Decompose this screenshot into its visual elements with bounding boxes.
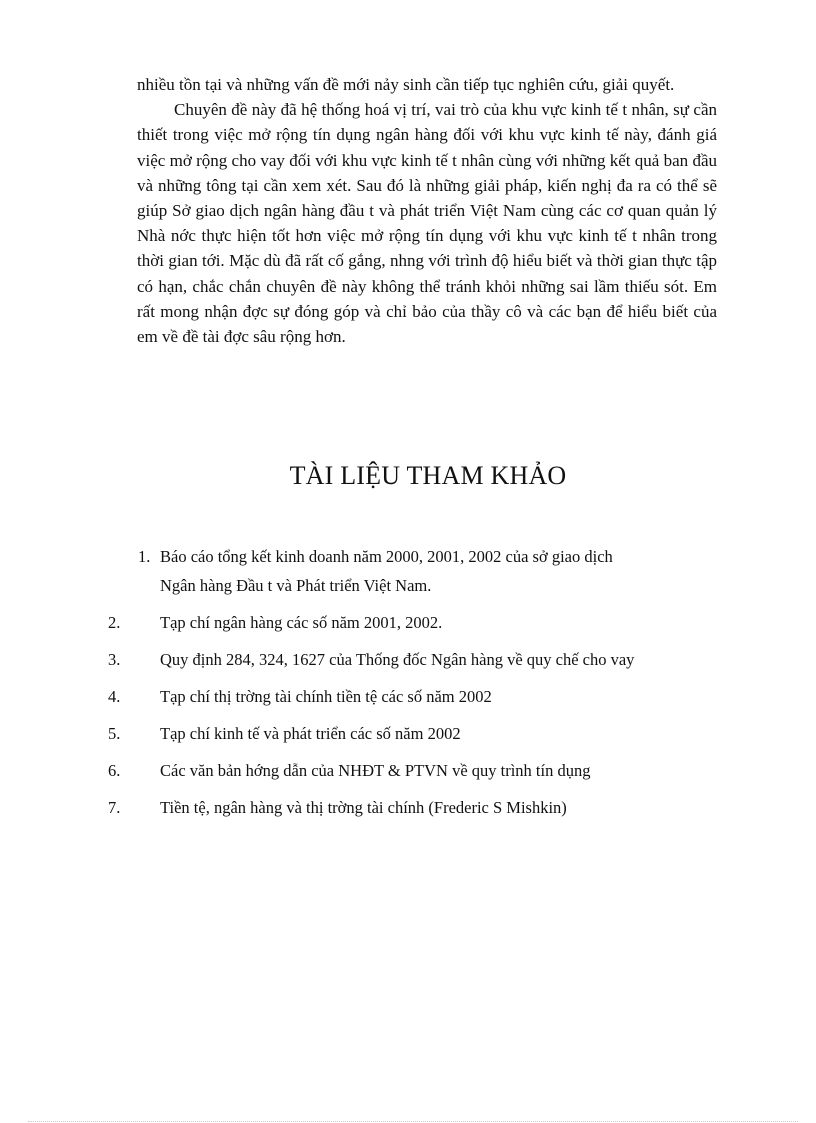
reference-text: Tạp chí kinh tế và phát triển các số năm 2002 <box>160 724 461 743</box>
reference-number: 2. <box>108 613 121 632</box>
references-heading: TÀI LIỆU THAM KHẢO <box>289 461 567 490</box>
intro-section <box>137 72 717 349</box>
page-bottom-divider <box>28 1121 798 1122</box>
reference-text <box>160 542 720 600</box>
reference-number: 4. <box>108 687 121 706</box>
intro-paragraph-1: nhiều tồn tại và những vấn đề mới nảy sinh cần tiếp tục nghiên cứu, giải quyết. <box>137 75 675 94</box>
reference-number: 6. <box>108 761 121 780</box>
reference-number: 3. <box>108 650 121 669</box>
reference-text: Tạp chí ngân hàng các số năm 2001, 2002. <box>160 613 443 632</box>
reference-text: Các văn bản hớng dẫn của NHĐT & PTVN về quy trình tín dụng <box>160 761 591 780</box>
reference-number: 7. <box>108 798 121 817</box>
reference-number: 1. <box>138 547 151 566</box>
reference-text: Tiền tệ, ngân hàng và thị trờng tài chính (Frederic S Mishkin) <box>160 798 567 817</box>
reference-text-line: Báo cáo tổng kết kinh doanh năm 2000, 2001, 2002 của sở giao dịch <box>160 547 613 566</box>
intro-paragraph-2: Chuyên đề này đã hệ thống hoá vị trí, vai trò của khu vực kinh tế t nhân, sự cần thiết trong việc mở rộng tín dụng ngân hàng đối với khu vực kinh tế này, đánh giá việc mở rộng cho vay đối với khu vực kinh tế t nhân cùng với những kết quả ban đầu và những tông tại cần xem xét. Sau đó là những giải pháp, kiến nghị đa ra có thể sẽ giúp Sở giao dịch ngân hàng đầu t và phát triển Việt Nam cùng các cơ quan quản lý Nhà nớc thực hiện tốt hơn việc mở rộng tín dụng với khu vực kinh tế t nhân trong thời gian tới. Mặc dù đã rất cố gắng, nhng với trình độ hiểu biết và thời gian thực tập có hạn, chắc chắn chuyên đề này không thể tránh khỏi những sai lầm thiếu sót. Em rất mong nhận đợc sự đóng góp và chỉ bảo của thầy cô và các bạn để hiểu biết của em về đề tài đợc sâu rộng hơn. <box>137 100 717 347</box>
reference-number: 5. <box>108 724 121 743</box>
reference-text-line: Ngân hàng Đầu t và Phát triển Việt Nam. <box>160 576 432 595</box>
reference-text: Quy định 284, 324, 1627 của Thống đốc Ngân hàng về quy chế cho vay <box>160 650 635 669</box>
reference-text: Tạp chí thị trờng tài chính tiền tệ các số năm 2002 <box>160 687 492 706</box>
